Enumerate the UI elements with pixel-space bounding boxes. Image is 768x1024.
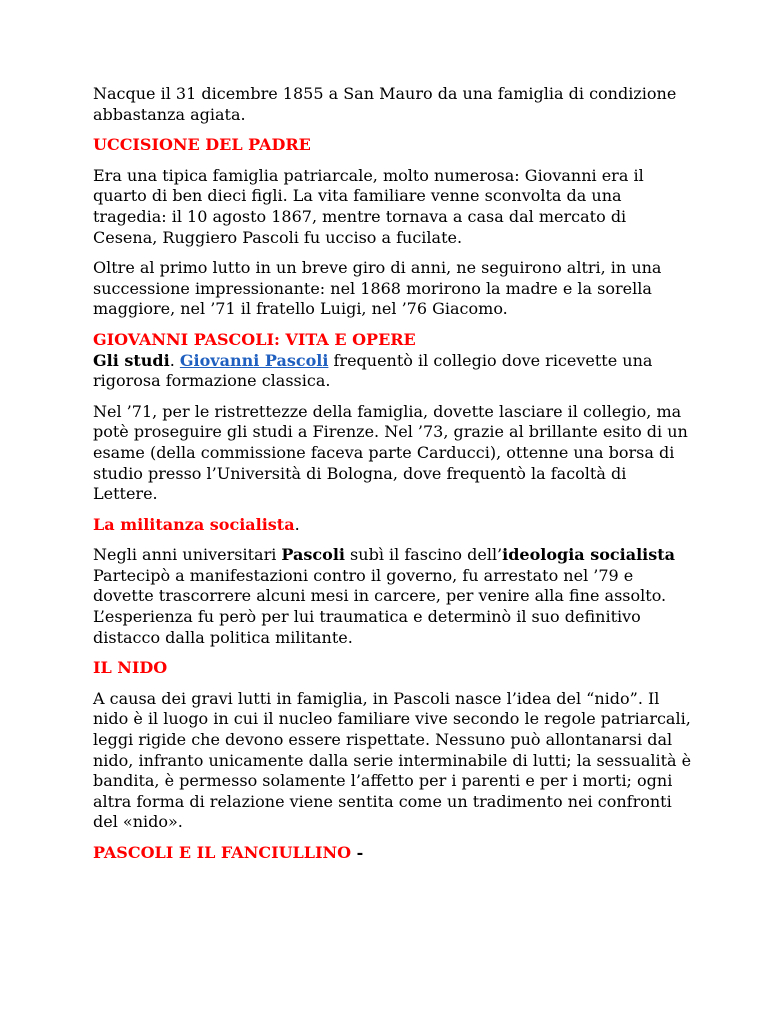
militanza-title: La militanza socialista [93, 514, 295, 534]
heading-il-nido: IL NIDO [93, 658, 168, 678]
fanciullino-title: PASCOLI E IL FANCIULLINO [93, 843, 352, 862]
militanza-dot: . [294, 514, 300, 534]
paragraph-famiglia: Era una tipica famiglia patriarcale, molto numerosa: Giovanni era il quarto di ben dieci figli. La vita familiare venne sconvolta da una tragedia: il 10 agosto 1867, mentre tornava a casa dal mercato di Cesena, Ruggiero Pascoli fu ucciso a fucilate. [93, 165, 644, 247]
paragraph-nel-71: Nel ’71, per le ristrettezze della famiglia, dovette lasciare il collegio, ma potè proseguire gli studi a Firenze. Nel ’73, grazie al brillante esito di un esame (della commissione faceva parte Carducci), ottenne una borsa di studio presso l’Università di Bologna, dove frequentò la facoltà di Lettere. [93, 401, 688, 504]
militanza-ideologia: ideologia socialista [502, 545, 675, 565]
heading-vita-e-opere: GIOVANNI PASCOLI: VITA E OPERE [93, 329, 416, 349]
militanza-text-1: Negli anni universitari [93, 545, 282, 565]
fanciullino-dash: - [351, 843, 364, 862]
studi-dot: . [169, 350, 180, 370]
giovanni-pascoli-link[interactable]: Giovanni Pascoli [179, 350, 329, 370]
studi-rest: frequentò il collegio dove ricevette una rigorosa formazione classica. [93, 350, 653, 391]
militanza-text-2: subì il fascino dell’ [344, 545, 503, 565]
paragraph-lutti: Oltre al primo lutto in un breve giro di anni, ne seguirono altri, in una successione impressionante: nel 1868 morirono la madre e la sorella maggiore, nel ’71 il fratello Luigi, nel ’76 Giacomo. [93, 258, 662, 319]
paragraph-birth: Nacque il 31 dicembre 1855 a San Mauro da una famiglia di condizione abbastanza agiata. [93, 84, 677, 124]
document-page [93, 84, 693, 874]
paragraph-nido: A causa dei gravi lutti in famiglia, in Pascoli nasce l’idea del “nido”. Il nido è il luogo in cui il nucleo familiare vive secondo le regole patriarcali, leggi rigide che devono essere rispettate. Nessuno può allontanarsi dal nido, infranto unicamente dalla serie interminabile di lutti; la sessualità è bandita, è permesso solamente l’affetto per i parenti e per i morti; ogni altra forma di relazione viene sentita come un tradimento nei confronti del «nido». [93, 688, 692, 832]
heading-pascoli-e-il-fanciullino [93, 843, 693, 864]
heading-militanza-socialista [93, 515, 693, 536]
heading-uccisione-del-padre: UCCISIONE DEL PADRE [93, 135, 311, 155]
militanza-text-3: Partecipò a manifestazioni contro il governo, fu arrestato nel ’79 e dovette trascorrere alcuni mesi in carcere, per venire alla fine assolto. L’esperienza fu però per lui traumatica e determinò il suo definitivo distacco dalla politica militante. [93, 565, 667, 647]
paragraph-studi [93, 351, 693, 392]
paragraph-militanza [93, 545, 693, 648]
studi-label: Gli studi [93, 350, 170, 370]
militanza-pascoli: Pascoli [281, 545, 345, 565]
